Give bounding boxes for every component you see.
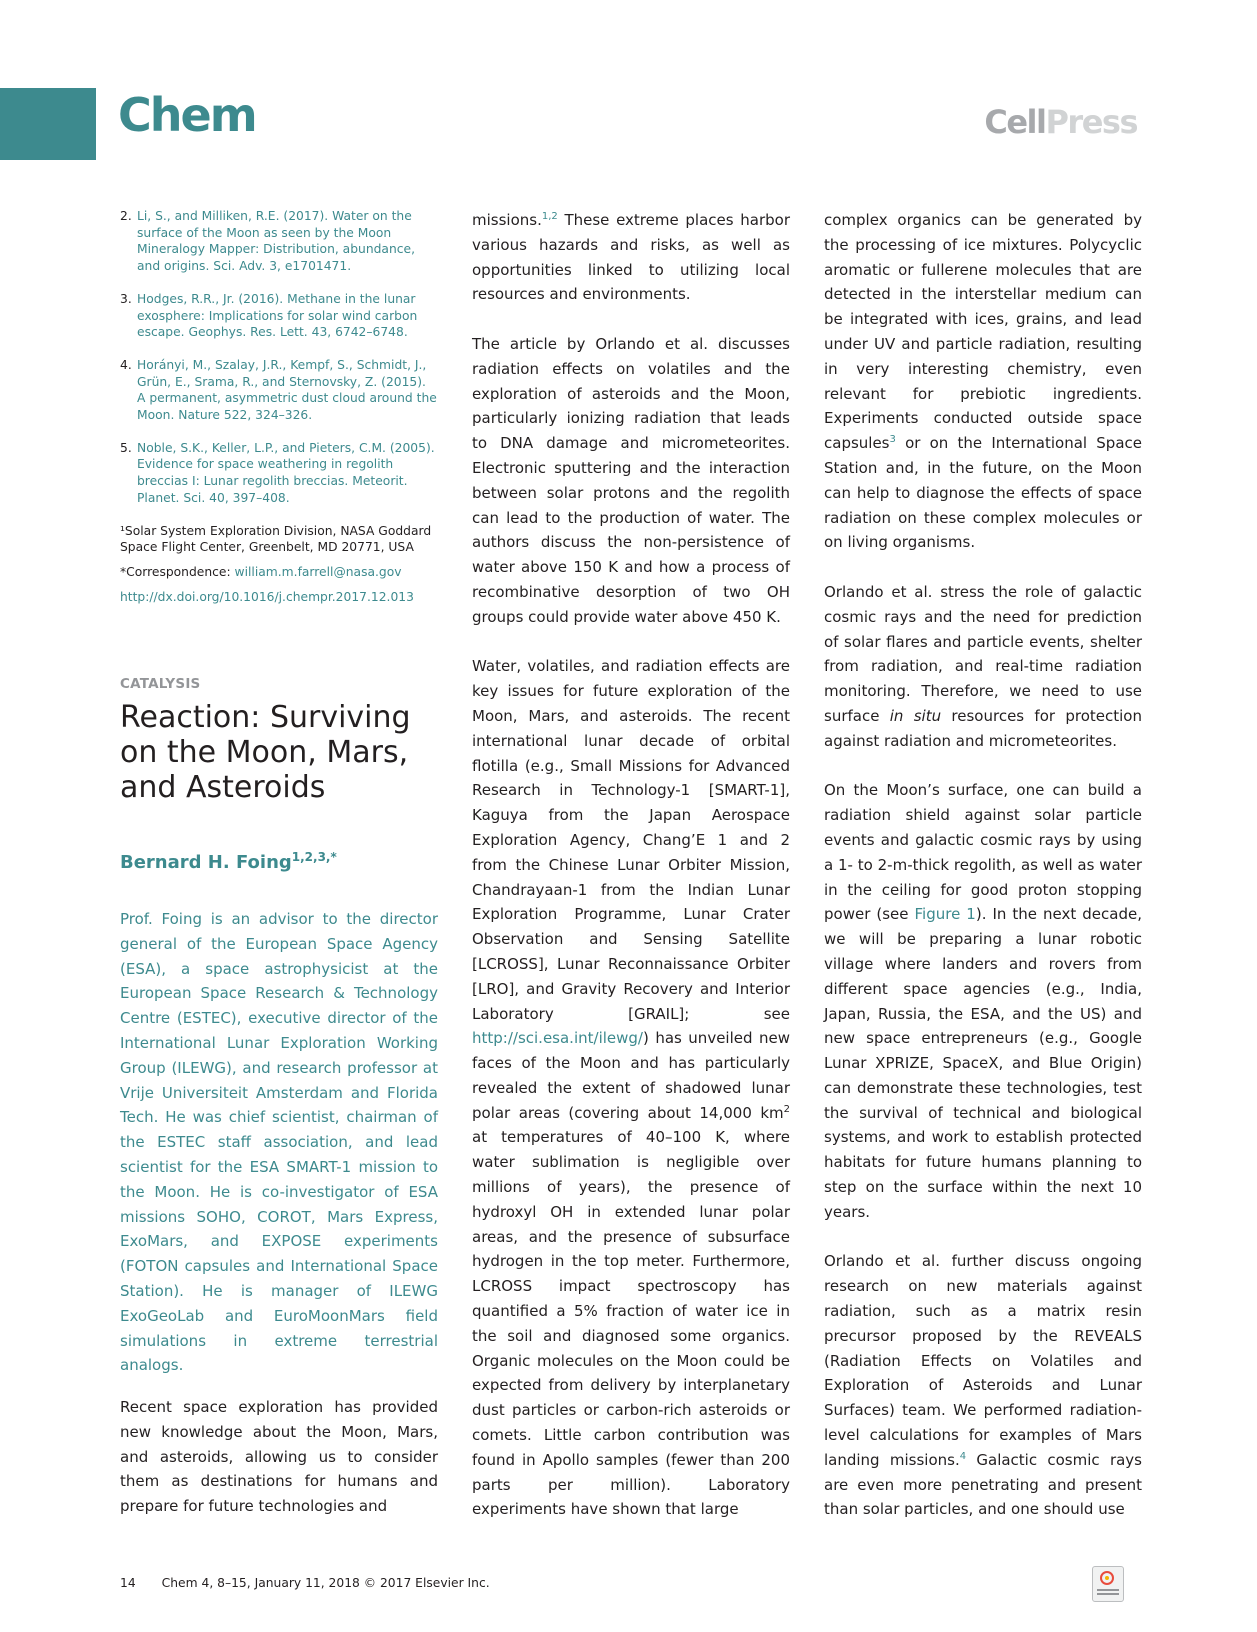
correspondence-email-link[interactable]: william.m.farrell@nasa.gov <box>234 564 402 579</box>
column-right <box>824 208 1142 1522</box>
footer-citation: Chem 4, 8–15, January 11, 2018 © 2017 Elsevier Inc. <box>161 1576 490 1590</box>
header-accent-block <box>0 88 96 160</box>
body-paragraph <box>824 208 1142 555</box>
body-paragraph: The article by Orlando et al. discusses radiation effects on volatiles and the exploration of asteroids and the Moon, particularly ionizing radiation that leads to DNA damage and micrometeorites. Electronic sputtering and the interaction between solar protons and the regolith can lead to the production of water. The authors discuss the non-persistence of water above 150 K and how a process of recombinative desorption of two OH groups could provide water above 450 K. <box>472 334 790 626</box>
author-bio: Prof. Foing is an advisor to the director general of the European Space Agency (ESA), a space astrophysicist at the European Space Research & Technology Centre (ESTEC), executive director of the International Lunar Exploration Working Group (ILEWG), and research professor at Vrije Universiteit Amsterdam and Florida Tech. He was chief scientist, chairman of the ESTEC staff association, and lead scientist for the ESA SMART-1 mission to the Moon. He is co-investigator of ESA missions SOHO, COROT, Mars Express, ExoMars, and EXPOSE experiments (FOTON capsules and International Space Station). He is manager of ILEWG ExoGeoLab and EuroMoonMars field simulations in extreme terrestrial analogs. <box>120 910 438 1375</box>
affiliation: ¹Solar System Exploration Division, NASA Goddard Space Flight Center, Greenbelt, MD 20771, USA <box>120 523 432 555</box>
reference-text: Li, S., and Milliken, R.E. (2017). Water on the surface of the Moon as seen by the Moon Mineralogy Mapper: Distribution, abundance, and origins. Sci. Adv. 3, e1701471. <box>137 209 415 274</box>
column-middle <box>472 208 790 1522</box>
body-paragraph <box>472 654 790 1522</box>
reference-text: Noble, S.K., Keller, L.P., and Pieters, C.M. (2005). Evidence for space weathering in regolith breccias I: Lunar regolith breccias. Meteorit. Planet. Sci. 40, 397–408. <box>137 440 435 505</box>
author-line <box>120 850 337 873</box>
reference-number: 3. <box>120 291 132 306</box>
publisher-logo-press: Press <box>1045 103 1137 141</box>
publisher-logo-cell: Cell <box>984 103 1046 141</box>
citation-link[interactable]: 1,2 <box>541 211 558 222</box>
reference-item[interactable] <box>120 357 438 424</box>
body-paragraph <box>824 1249 1142 1522</box>
publisher-logo <box>984 103 1137 141</box>
body-text: Orlando et al. stress the role of galactic cosmic rays and the need for prediction of solar flares and particle events, shelter from radiation, and real-time radiation monitoring. Therefore, we need to use surface <box>824 582 1142 725</box>
author-name: Bernard H. Foing <box>120 852 292 873</box>
body-text: missions. <box>472 211 542 229</box>
body-text: On the Moon’s surface, one can build a radiation shield against solar particle events and galactic cosmic rays by using a 1- to 2-m-thick regolith, as well as water in the ceiling for good proton stopping power (see <box>824 781 1142 924</box>
body-text: at temperatures of 40–100 K, where water sublimation is negligible over millions of years), the presence of hydroxyl OH in extended lunar polar areas, and the presence of subsurface hydrogen in the top meter. Furthermore, LCROSS impact spectroscopy has quantified a 5% fraction of water ice in the soil and diagnosed some organics. Organic molecules on the Moon could be expected from delivery by interplanetary dust particles or carbon-rich asteroids or comets. Little carbon contribution was found in Apollo samples (fewer than 200 parts per million). Laboratory experiments have shown that large <box>472 1128 790 1519</box>
figure-1-link[interactable]: Figure 1 <box>914 905 976 924</box>
author-affiliation-marks: 1,2,3,* <box>291 850 337 864</box>
doi-link[interactable]: http://dx.doi.org/10.1016/j.chempr.2017.12.013 <box>120 589 414 604</box>
correspondence <box>120 564 438 581</box>
badge-ring <box>1100 1571 1114 1585</box>
superscript-2: 2 <box>783 1103 790 1115</box>
article-title: Reaction: Surviving on the Moon, Mars, and Asteroids <box>120 700 411 805</box>
reference-item[interactable] <box>120 291 438 341</box>
body-text: or on the International Space Station and, in the future, on the Moon can help to diagnose the effects of space radiation on these complex molecules or on living organisms. <box>824 434 1142 552</box>
reference-number: 2. <box>120 209 132 223</box>
page-footer <box>120 1576 490 1590</box>
body-text: These extreme places harbor various hazards and risks, as well as opportunities linked to utilizing local resources and environments. <box>472 211 790 304</box>
citation-link[interactable]: 4 <box>959 1450 967 1462</box>
reference-number: 4. <box>120 357 132 372</box>
body-paragraph <box>824 580 1142 754</box>
ilewg-link[interactable]: http://sci.esa.int/ilewg/ <box>472 1029 643 1048</box>
reference-item[interactable] <box>120 208 438 275</box>
body-text: ) has unveiled new faces of the Moon and has particularly revealed the extent of shadowed lunar polar areas (covering about 14,000 km <box>472 1029 790 1122</box>
correspondence-label: *Correspondence: <box>120 564 235 579</box>
reference-list <box>120 208 438 507</box>
body-text: resources for protection against radiation and micrometeorites. <box>824 706 1142 750</box>
italic-text: in situ <box>889 706 942 725</box>
body-text: Galactic cosmic rays are even more penetrating and present than solar particles, and one should use <box>824 1450 1142 1519</box>
body-text: complex organics can be generated by the processing of ice mixtures. Polycyclic aromatic or fullerene molecules that are detected in the interstellar medium can be integrated with ices, grains, and lead under UV and particle radiation, resulting in very interesting chemistry, even relevant for prebiotic ingredients. Experiments conducted outside space capsules <box>824 211 1142 453</box>
intro-paragraph: Recent space exploration has provided new knowledge about the Moon, Mars, and asteroids, allowing us to consider them as destinations for humans and prepare for future technologies and <box>120 1398 438 1516</box>
check-for-updates-icon[interactable] <box>1092 1566 1124 1602</box>
journal-title: Chem <box>118 88 256 142</box>
column-left <box>120 208 438 605</box>
badge-lines <box>1097 1589 1119 1591</box>
reference-number: 5. <box>120 440 132 455</box>
body-text: ). In the next decade, we will be preparing a lunar robotic village where landers and rovers from different space agencies (e.g., India, Japan, Russia, the ESA, and the US) and new space entrepreneurs (e.g., Google Lunar XPRIZE, SpaceX, and Blue Origin) can demonstrate these technologies, test the survival of technical and biological systems, and work to establish protected habitats for future humans planning to step on the surface within the next 10 years. <box>824 905 1142 1221</box>
body-paragraph <box>472 208 790 307</box>
citation-link[interactable]: 3 <box>889 434 896 446</box>
body-text: Water, volatiles, and radiation effects are key issues for future exploration of the Moon, Mars, and asteroids. The recent international lunar decade of orbital flotilla (e.g., Small Missions for Advanced Research in Technology-1 [SMART-1], Kaguya from the Japan Aerospace Exploration Agency, Chang’E 1 and 2 from the Chinese Lunar Orbiter Mission, Chandrayaan-1 from the Indian Lunar Exploration Programme, Lunar Crater Observation and Sensing Satellite [LCROSS], Lunar Reconnaissance Orbiter [LRO], and Gravity Recovery and Interior Laboratory [GRAIL]; see <box>472 657 790 1023</box>
reference-item[interactable] <box>120 440 438 507</box>
page-number: 14 <box>120 1576 136 1590</box>
reference-text: Hodges, R.R., Jr. (2016). Methane in the lunar exosphere: Implications for solar wind carbon escape. Geophys. Res. Lett. 43, 6742–6748. <box>137 291 418 340</box>
reference-text: Horányi, M., Szalay, J.R., Kempf, S., Schmidt, J., Grün, E., Srama, R., and Sternovsky, Z. (2015). A permanent, asymmetric dust cloud around the Moon. Nature 522, 324–326. <box>137 357 437 423</box>
body-paragraph <box>824 778 1142 1224</box>
section-label: CATALYSIS <box>120 676 201 692</box>
body-text: Orlando et al. further discuss ongoing research on new materials against radiation, such as a matrix resin precursor proposed by the REVEALS (Radiation Effects on Volatiles and Exploration of Asteroids and Lunar Surfaces) team. We performed radiation-level calculations for examples of Mars landing missions. <box>824 1252 1142 1469</box>
